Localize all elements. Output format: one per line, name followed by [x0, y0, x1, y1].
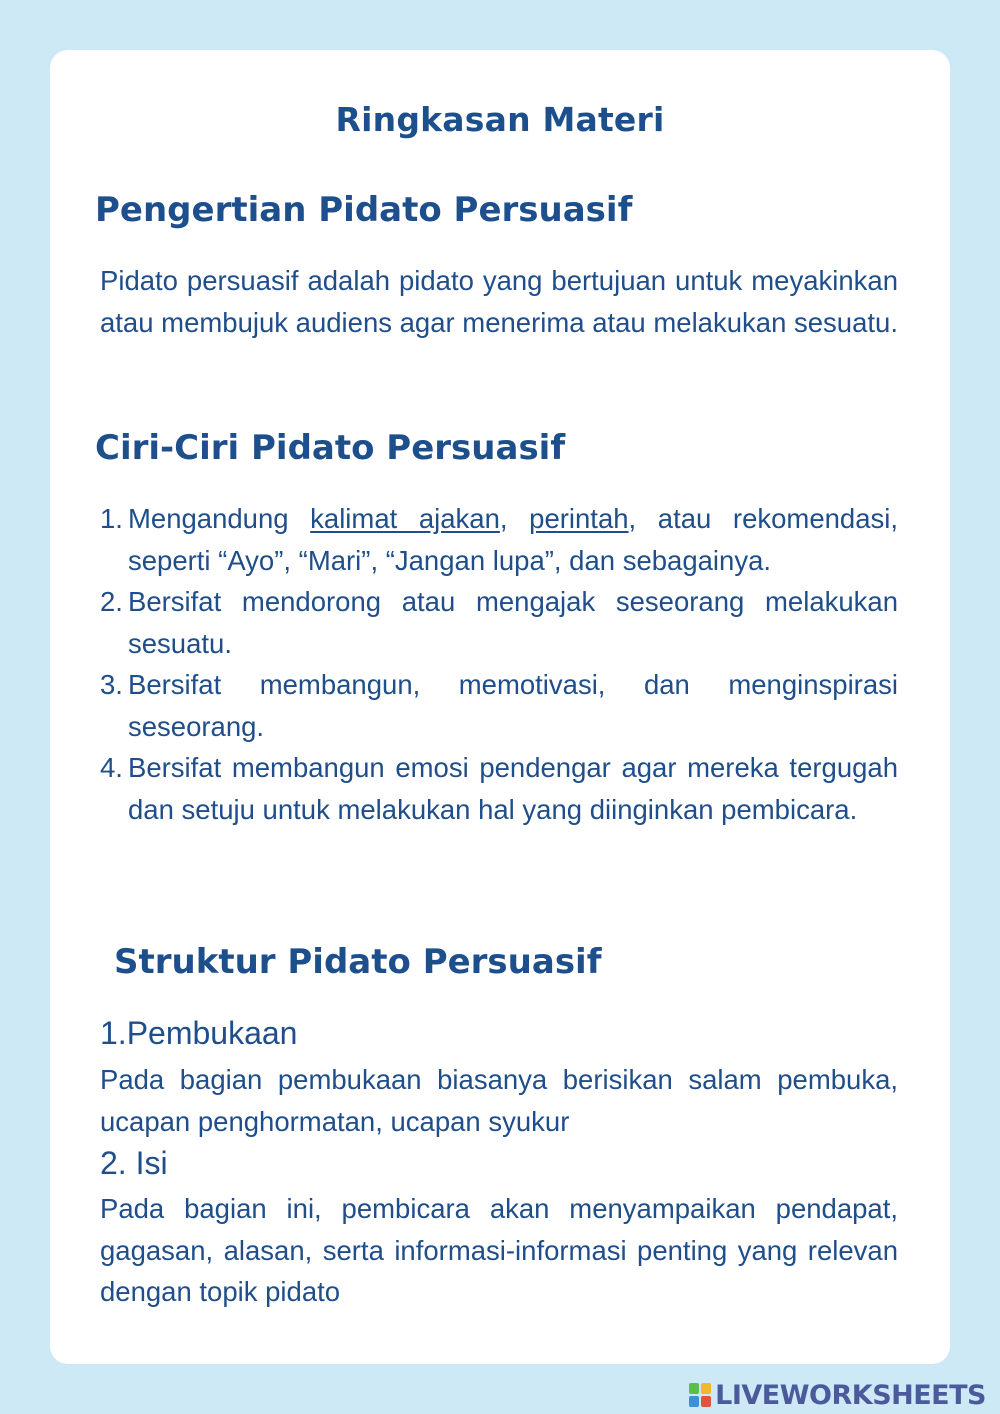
- list-item: [100, 664, 898, 747]
- list-item-text: Bersifat membangun, memotivasi, dan menginspirasi seseorang.: [128, 669, 898, 742]
- list-number: 1.: [100, 503, 123, 534]
- section-heading-definition: Pengertian Pidato Persuasif: [95, 190, 633, 230]
- underlined-term: perintah: [529, 503, 629, 534]
- list-number: 2.: [100, 586, 123, 617]
- page-title: Ringkasan Materi: [335, 100, 665, 139]
- list-item: [100, 581, 898, 664]
- list-item-text: , atau rekomendasi, seperti “Ayo”, “Mari”, “Jangan lupa”, dan sebagainya.: [128, 503, 898, 576]
- liveworksheets-watermark: [689, 1378, 986, 1412]
- section-heading-characteristics: Ciri-Ciri Pidato Persuasif: [95, 428, 566, 468]
- structure-part-text-content: Pada bagian ini, pembicara akan menyampaikan pendapat, gagasan, alasan, serta informasi-informasi penting yang relevan dengan topik pidato: [100, 1193, 898, 1307]
- list-number: 3.: [100, 669, 123, 700]
- definition-paragraph: Pidato persuasif adalah pidato yang bertujuan untuk meyakinkan atau membujuk audiens agar menerima atau melakukan sesuatu.: [100, 265, 898, 338]
- liveworksheets-logo-icon: [689, 1383, 711, 1407]
- structure-part-title-content: 2. Isi: [100, 1145, 168, 1181]
- structure-part-text-opening: Pada bagian pembukaan biasanya berisikan salam pembuka, ucapan penghormatan, ucapan syukur: [100, 1064, 898, 1137]
- watermark-text: LIVEWORKSHEETS: [715, 1379, 986, 1411]
- characteristics-list: [100, 498, 898, 830]
- list-item-text: Bersifat mendorong atau mengajak seseorang melakukan sesuatu.: [128, 586, 898, 659]
- list-item-text: Bersifat membangun emosi pendengar agar mereka tergugah dan setuju untuk melakukan hal yang diinginkan pembicara.: [128, 752, 898, 825]
- list-item: [100, 747, 898, 830]
- section-heading-structure: Struktur Pidato Persuasif: [114, 942, 602, 982]
- list-item-text: Mengandung: [128, 503, 311, 534]
- list-item: [100, 498, 898, 581]
- underlined-term: kalimat ajakan: [310, 503, 500, 534]
- list-item-text: ,: [499, 503, 530, 534]
- structure-part-title-opening: 1.Pembukaan: [100, 1015, 298, 1051]
- list-number: 4.: [100, 752, 123, 783]
